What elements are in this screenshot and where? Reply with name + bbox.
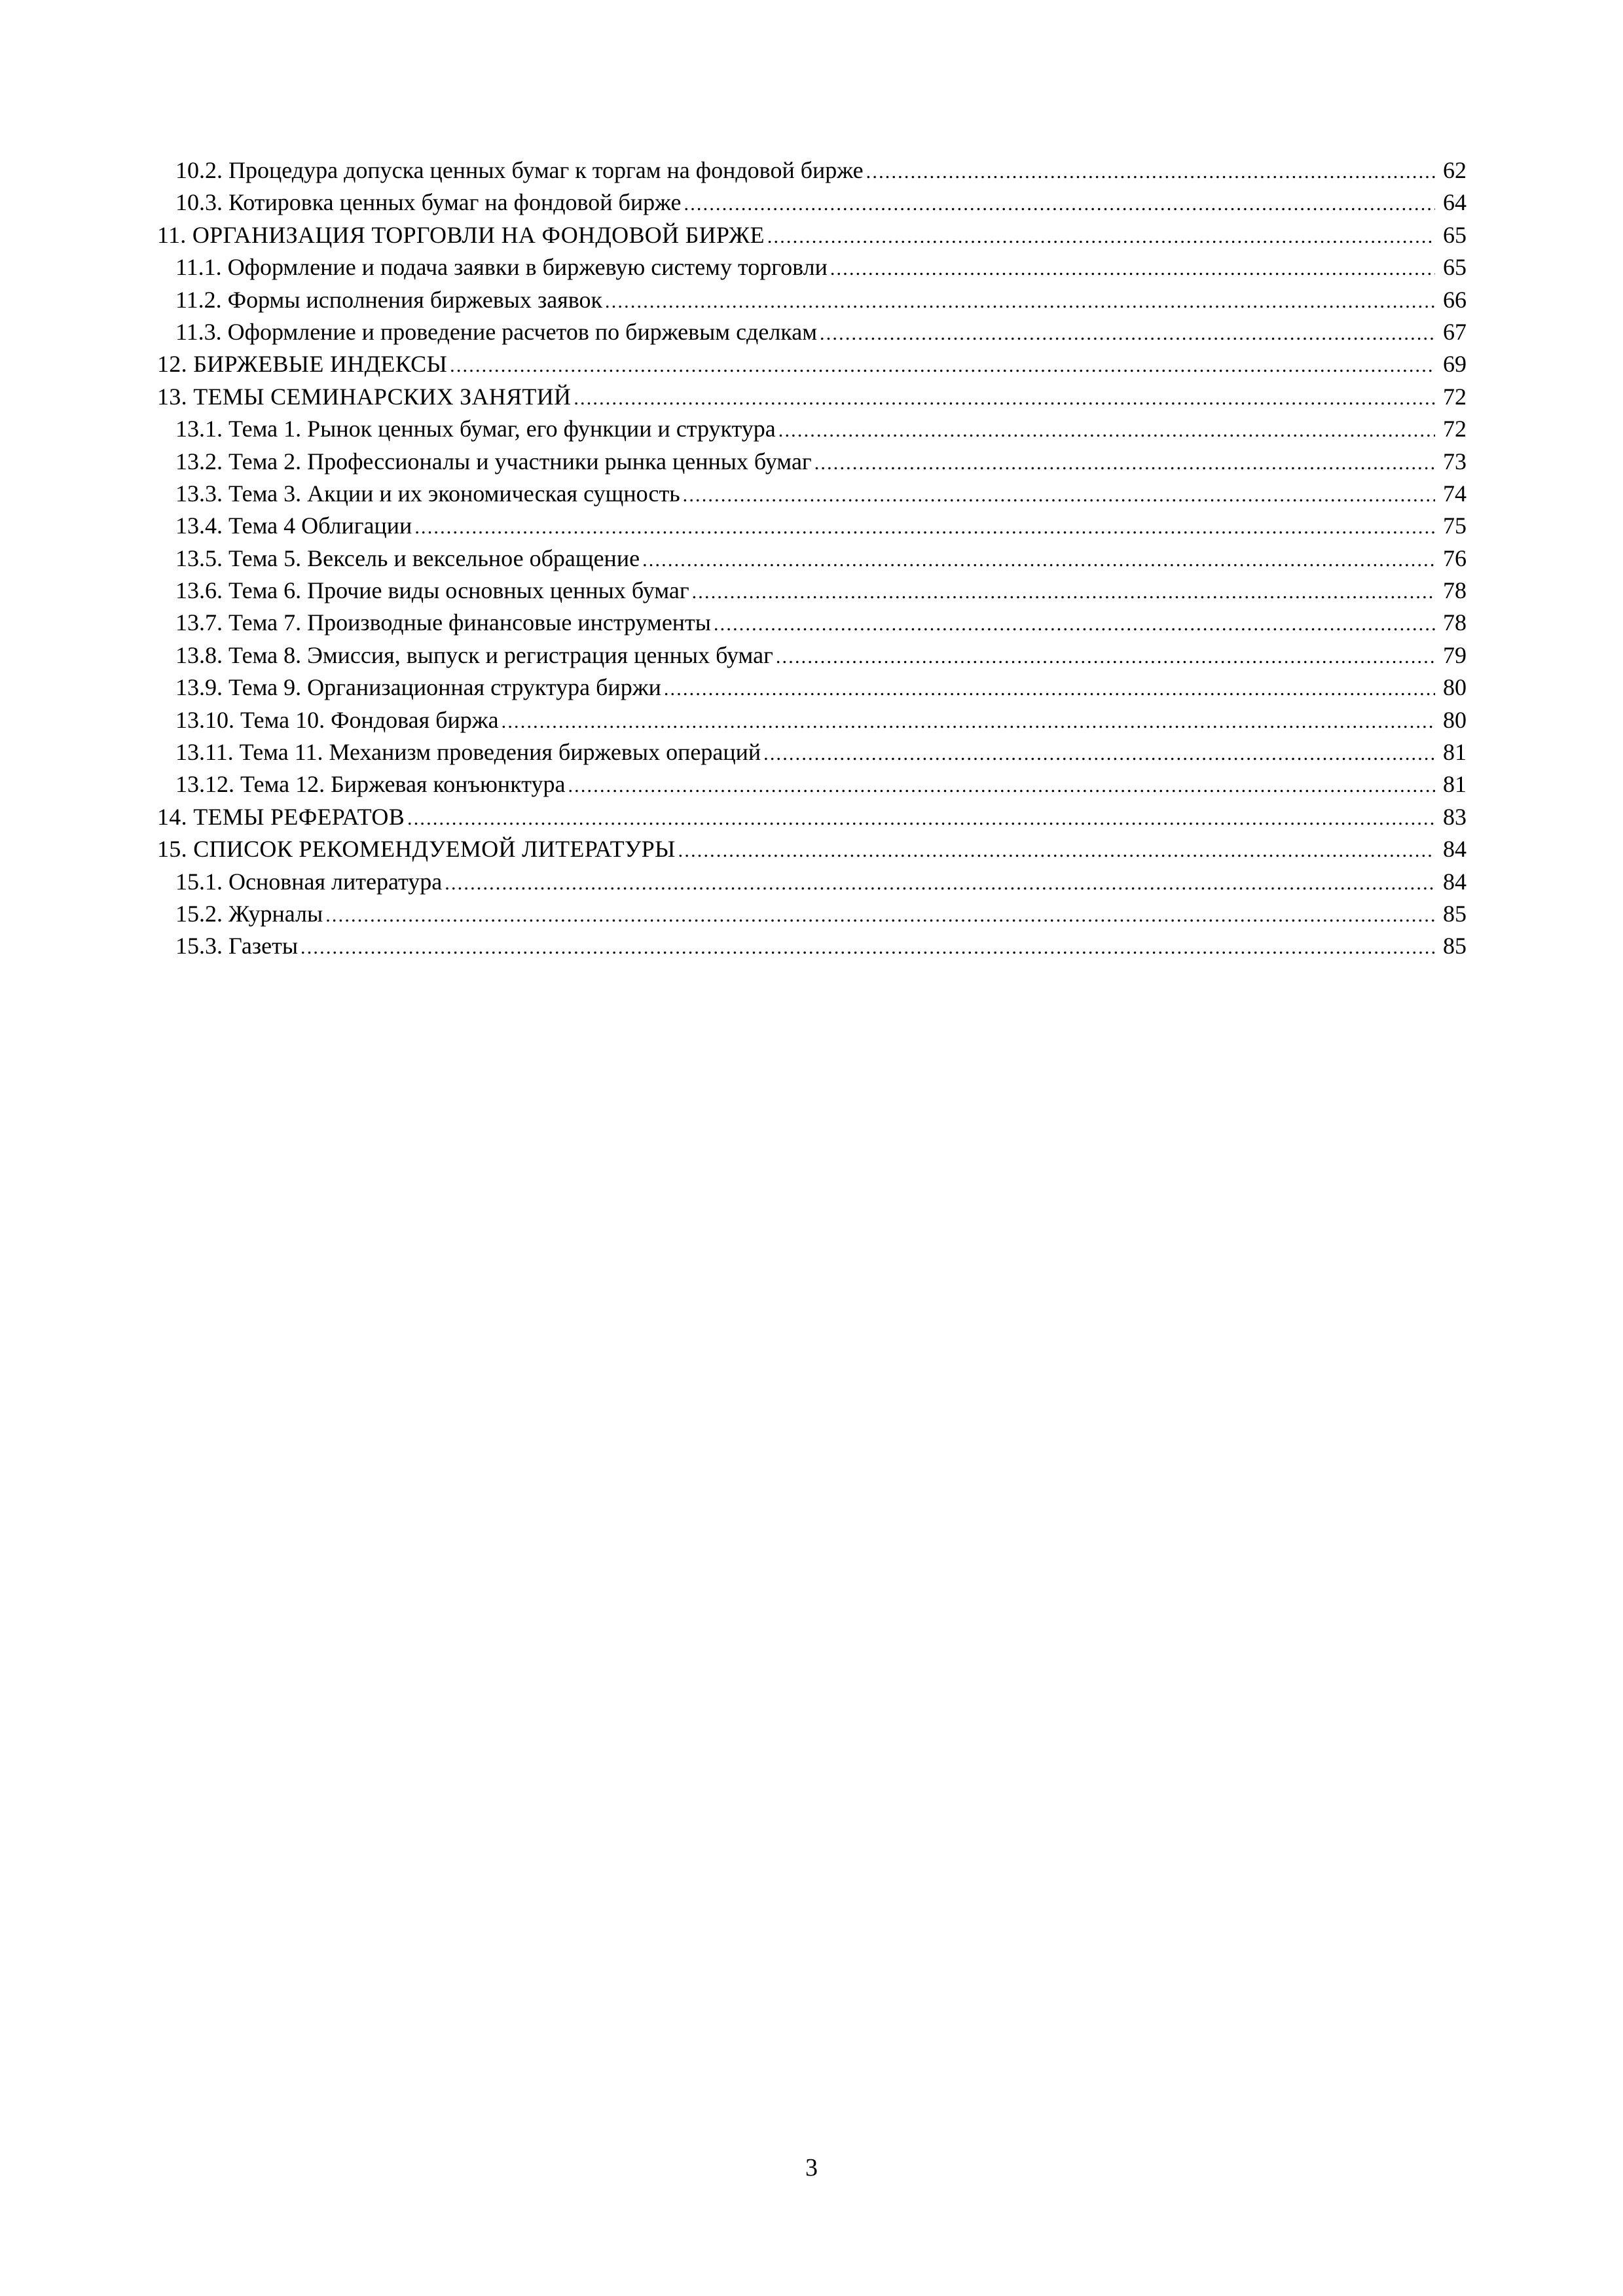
toc-section-entry: [157, 704, 1467, 736]
toc-entry-title: 13.4. Тема 4 Облигации: [175, 512, 412, 539]
toc-dot-leader: [450, 350, 1435, 382]
toc-dot-leader: [568, 770, 1435, 802]
toc-dot-leader: [684, 188, 1435, 220]
toc-entry-title: 15.3. Газеты: [175, 933, 299, 960]
toc-entry-page-number: 67: [1443, 318, 1467, 345]
toc-entry-page-number: 84: [1443, 836, 1467, 863]
toc-chapter-entry: [157, 833, 1467, 865]
toc-entry-page-number: 80: [1443, 706, 1467, 733]
toc-dot-leader: [642, 544, 1435, 576]
toc-section-entry: [157, 251, 1467, 283]
toc-section-entry: [157, 478, 1467, 510]
toc-entry-page-number: 81: [1443, 739, 1467, 766]
toc-dot-leader: [776, 641, 1435, 673]
toc-entry-page-number: 72: [1443, 383, 1467, 410]
toc-entry-page-number: 83: [1443, 803, 1467, 830]
toc-entry-title: 13.12. Тема 12. Биржевая конъюнктура: [175, 771, 566, 798]
toc-entry-title: 10.2. Процедура допуска ценных бумаг к торгам на фондовой бирже: [175, 157, 864, 183]
toc-dot-leader: [866, 156, 1435, 188]
page-number: 3: [805, 2154, 818, 2181]
toc-entry-page-number: 72: [1443, 416, 1467, 442]
toc-entry-page-number: 74: [1443, 480, 1467, 507]
toc-chapter-entry: [157, 381, 1467, 413]
toc-dot-leader: [767, 221, 1435, 253]
toc-entry-title: 13.10. Тема 10. Фондовая биржа: [175, 706, 499, 733]
toc-entry-page-number: 69: [1443, 351, 1467, 378]
toc-entry-title: 14. ТЕМЫ РЕФЕРАТОВ: [157, 803, 405, 830]
toc-section-entry: [157, 154, 1467, 187]
toc-dot-leader: [778, 414, 1435, 446]
toc-entry-page-number: 65: [1443, 221, 1467, 248]
toc-dot-leader: [501, 706, 1435, 738]
toc-entry-page-number: 73: [1443, 448, 1467, 475]
toc-entry-page-number: 65: [1443, 254, 1467, 281]
toc-entry-page-number: 85: [1443, 933, 1467, 960]
toc-section-entry: [157, 768, 1467, 800]
toc-entry-page-number: 84: [1443, 868, 1467, 895]
toc-dot-leader: [414, 511, 1435, 543]
toc-section-entry: [157, 736, 1467, 768]
toc-entry-page-number: 76: [1443, 545, 1467, 571]
toc-entry-page-number: 75: [1443, 512, 1467, 539]
toc-dot-leader: [325, 899, 1435, 931]
toc-dot-leader: [814, 447, 1435, 479]
toc-entry-title: 13.3. Тема 3. Акции и их экономическая сущность: [175, 480, 680, 507]
toc-chapter-entry: [157, 801, 1467, 833]
toc-entry-page-number: 64: [1443, 189, 1467, 216]
toc-section-entry: [157, 284, 1467, 316]
toc-entry-page-number: 85: [1443, 900, 1467, 927]
toc-dot-leader: [714, 608, 1435, 640]
toc-entry-title: 12. БИРЖЕВЫЕ ИНДЕКСЫ: [157, 351, 448, 378]
toc-entry-title: 13.7. Тема 7. Производные финансовые инструменты: [175, 609, 711, 636]
toc-entry-title: 15.1. Основная литература: [175, 868, 443, 895]
toc-section-entry: [157, 575, 1467, 607]
toc-section-entry: [157, 187, 1467, 219]
toc-dot-leader: [605, 285, 1435, 317]
toc-entry-title: 13.2. Тема 2. Профессионалы и участники рынка ценных бумаг: [175, 448, 812, 475]
toc-entry-title: 15.2. Журналы: [175, 900, 323, 927]
toc-entry-title: 11.1. Оформление и подача заявки в биржевую систему торговли: [175, 254, 828, 281]
toc-section-entry: [157, 639, 1467, 672]
toc-dot-leader: [683, 479, 1435, 511]
toc-entry-title: 13.9. Тема 9. Организационная структура биржи: [175, 674, 661, 701]
toc-entry-title: 13.8. Тема 8. Эмиссия, выпуск и регистрация ценных бумаг: [175, 641, 773, 668]
toc-section-entry: [157, 898, 1467, 930]
toc-dot-leader: [445, 867, 1435, 899]
toc-entry-page-number: 66: [1443, 286, 1467, 313]
toc-section-entry: [157, 866, 1467, 898]
toc-dot-leader: [820, 317, 1435, 350]
toc-entry-title: 15. СПИСОК РЕКОМЕНДУЕМОЙ ЛИТЕРАТУРЫ: [157, 836, 676, 863]
toc-dot-leader: [678, 834, 1435, 867]
toc-entry-title: 11.3. Оформление и проведение расчетов по биржевым сделкам: [175, 318, 818, 345]
toc-entry-page-number: 78: [1443, 609, 1467, 636]
toc-entry-page-number: 78: [1443, 577, 1467, 604]
toc-chapter-entry: [157, 219, 1467, 251]
toc-section-entry: [157, 543, 1467, 575]
toc-section-entry: [157, 413, 1467, 445]
toc-section-entry: [157, 316, 1467, 348]
toc-entry-title: 10.3. Котировка ценных бумаг на фондовой бирже: [175, 189, 682, 216]
toc-dot-leader: [830, 253, 1435, 285]
toc-entry-page-number: 81: [1443, 771, 1467, 798]
table-of-contents: [157, 154, 1467, 963]
toc-entry-page-number: 80: [1443, 674, 1467, 701]
toc-entry-title: 13.11. Тема 11. Механизм проведения биржевых операций: [175, 739, 761, 766]
toc-entry-title: 11. ОРГАНИЗАЦИЯ ТОРГОВЛИ НА ФОНДОВОЙ БИРЖЕ: [157, 221, 765, 248]
toc-entry-title: 13.6. Тема 6. Прочие виды основных ценных бумаг: [175, 577, 689, 604]
toc-entry-title: 13. ТЕМЫ СЕМИНАРСКИХ ЗАНЯТИЙ: [157, 383, 572, 410]
toc-dot-leader: [692, 576, 1435, 608]
toc-dot-leader: [407, 802, 1435, 834]
toc-section-entry: [157, 672, 1467, 704]
toc-dot-leader: [574, 382, 1435, 414]
toc-section-entry: [157, 510, 1467, 542]
toc-dot-leader: [763, 738, 1435, 770]
toc-dot-leader: [664, 673, 1435, 705]
toc-dot-leader: [301, 931, 1435, 963]
toc-section-entry: [157, 446, 1467, 478]
toc-entry-page-number: 79: [1443, 641, 1467, 668]
toc-entry-title: 11.2. Формы исполнения биржевых заявок: [175, 286, 603, 313]
toc-entry-title: 13.5. Тема 5. Вексель и вексельное обращение: [175, 545, 640, 571]
toc-section-entry: [157, 930, 1467, 962]
toc-entry-title: 13.1. Тема 1. Рынок ценных бумаг, его функции и структура: [175, 416, 776, 442]
toc-entry-page-number: 62: [1443, 157, 1467, 183]
toc-chapter-entry: [157, 348, 1467, 380]
toc-section-entry: [157, 607, 1467, 639]
